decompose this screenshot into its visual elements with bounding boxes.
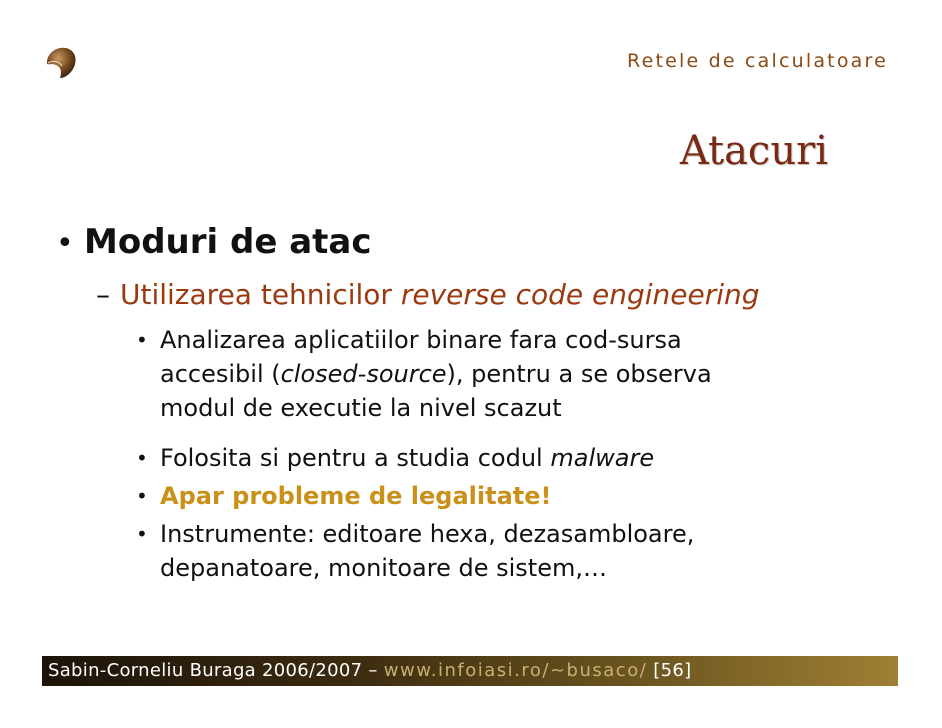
b1-line2-pre: accesibil ( [160,360,281,388]
b1-line3: modul de executie la nivel scazut [160,394,562,422]
slide-title: Atacuri [679,128,828,174]
bird-logo-icon [44,44,78,80]
b1-line2 [160,357,712,391]
sub-prefix: Utilizarea tehnicilor [120,278,401,311]
bullet-icon: • [56,226,74,261]
sub-italic: reverse code engineering [400,278,760,311]
b4-line2: depanatoare, monitoare de sistem,… [160,554,607,582]
page-number: [56] [647,660,692,681]
course-name: Retele de calculatoare [627,50,888,72]
b1-line2-post: ), pentru a se observa [446,360,712,388]
bullet-tools [136,517,694,585]
b1-line2-italic: closed-source [280,360,447,388]
b2-pre: Folosita si pentru a studia codul [160,444,551,472]
bullet-malware [136,441,654,475]
b1-line1: Analizarea aplicatiilor binare fara cod-sursa [160,326,682,354]
bullet-legal-warning [136,479,551,513]
dash-bullet-icon: – [96,278,110,311]
b4-line1: Instrumente: editoare hexa, dezasambloare, [160,520,695,548]
bullet-icon: • [136,328,148,352]
footer-author: Sabin-Corneliu Buraga 2006/2007 – [48,660,384,681]
bullet-level1 [56,222,372,262]
bullet-analysis [136,323,712,425]
footer-url[interactable]: www.infoiasi.ro/~busaco/ [383,660,648,681]
heading-text: Moduri de atac [84,222,372,262]
bullet-icon: • [136,446,148,470]
bullet-icon: • [136,522,148,546]
bullet-level2 [96,278,760,311]
footer-bar [42,656,898,686]
b2-text [160,441,654,475]
b2-italic: malware [550,444,655,472]
bullet-icon: • [136,484,148,508]
b3-text: Apar probleme de legalitate! [160,482,552,510]
